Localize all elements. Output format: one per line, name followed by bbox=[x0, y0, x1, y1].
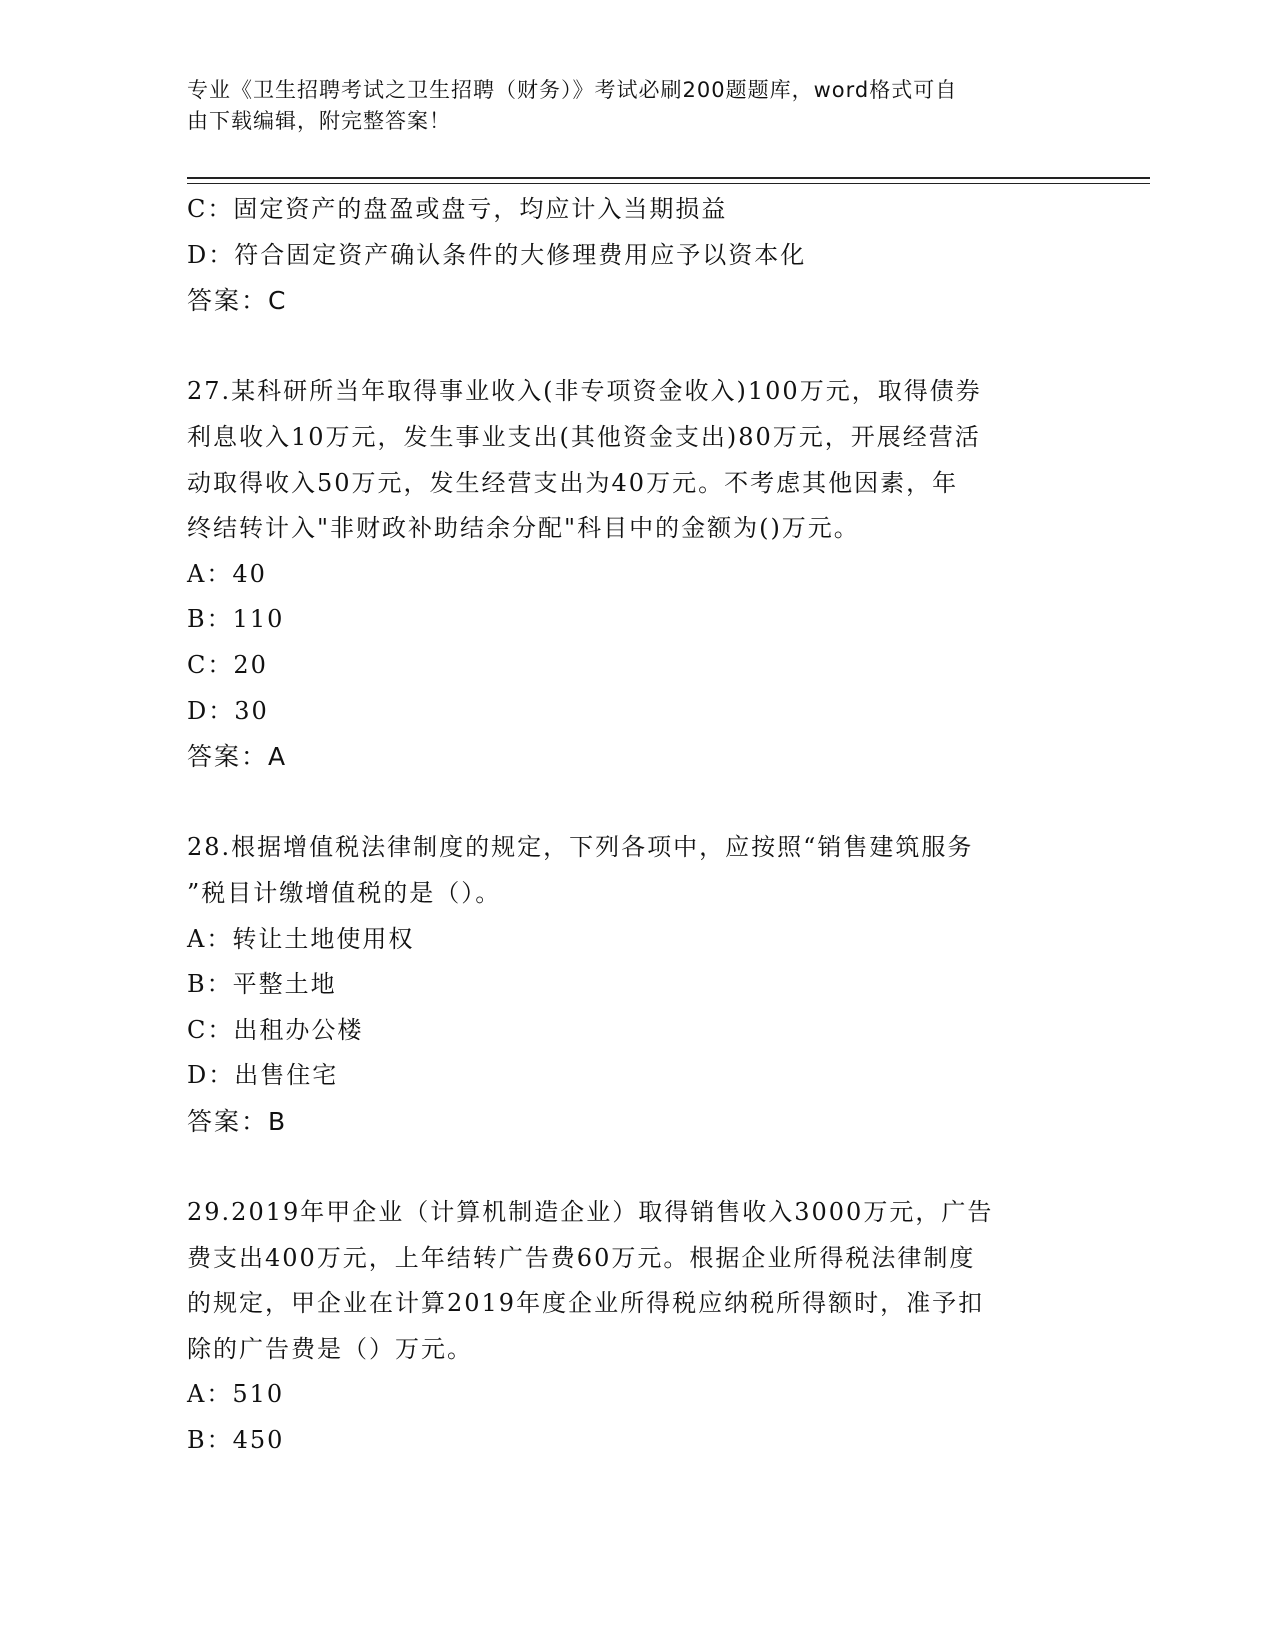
question-29 bbox=[187, 1190, 1087, 1464]
header-divider-thin bbox=[187, 183, 1150, 184]
prev-option-c: C：固定资产的盘盈或盘亏，均应计入当期损益 bbox=[187, 195, 728, 223]
question-29-option-a: A：510 bbox=[187, 1380, 285, 1409]
header-line-2: 由下载编辑，附完整答案！ bbox=[187, 109, 451, 133]
prev-answer: 答案：C bbox=[187, 286, 288, 316]
question-27-option-b: B：110 bbox=[187, 605, 285, 634]
document-header bbox=[187, 75, 1067, 137]
question-28-option-a: A：转让土地使用权 bbox=[187, 924, 415, 953]
question-29-line-1: 29.2019年甲企业（计算机制造企业）取得销售收入3000万元，广告 bbox=[187, 1198, 994, 1227]
header-divider-thick bbox=[187, 177, 1150, 179]
question-27-option-a: A：40 bbox=[187, 559, 267, 588]
question-28-answer: 答案：B bbox=[187, 1106, 288, 1136]
header-line-1: 专业《卫生招聘考试之卫生招聘（财务）》考试必刷200题题库，word格式可自 bbox=[187, 78, 958, 102]
question-content bbox=[187, 187, 1087, 1464]
question-28-line-1: 28.根据增值税法律制度的规定，下列各项中，应按照“销售建筑服务 bbox=[187, 833, 974, 862]
question-27-line-2: 利息收入10万元，发生事业支出(其他资金支出)80万元，开展经营活 bbox=[187, 422, 981, 451]
question-27-line-1: 27.某科研所当年取得事业收入(非专项资金收入)100万元，取得债券 bbox=[187, 377, 982, 406]
question-27 bbox=[187, 369, 1087, 779]
question-29-line-4: 除的广告费是（）万元。 bbox=[187, 1334, 473, 1363]
question-27-option-c: C：20 bbox=[187, 650, 268, 679]
question-29-line-3: 的规定，甲企业在计算2019年度企业所得税应纳税所得额时，准予扣 bbox=[187, 1289, 985, 1318]
question-29-line-2: 费支出400万元，上年结转广告费60万元。根据企业所得税法律制度 bbox=[187, 1243, 976, 1272]
question-27-line-4: 终结转计入"非财政补助结余分配"科目中的金额为()万元。 bbox=[187, 514, 860, 543]
question-27-option-d: D：30 bbox=[187, 696, 269, 725]
question-28 bbox=[187, 825, 1087, 1144]
question-28-option-d: D：出售住宅 bbox=[187, 1061, 339, 1090]
question-28-line-2: ”税目计缴增值税的是（）。 bbox=[187, 878, 502, 907]
question-27-answer: 答案：A bbox=[187, 742, 288, 772]
question-29-option-b: B：450 bbox=[187, 1426, 285, 1455]
question-27-line-3: 动取得收入50万元，发生经营支出为40万元。不考虑其他因素，年 bbox=[187, 468, 959, 497]
question-28-option-c: C：出租办公楼 bbox=[187, 1015, 364, 1044]
question-28-option-b: B：平整土地 bbox=[187, 970, 337, 999]
prev-option-d: D：符合固定资产确认条件的大修理费用应予以资本化 bbox=[187, 240, 807, 269]
